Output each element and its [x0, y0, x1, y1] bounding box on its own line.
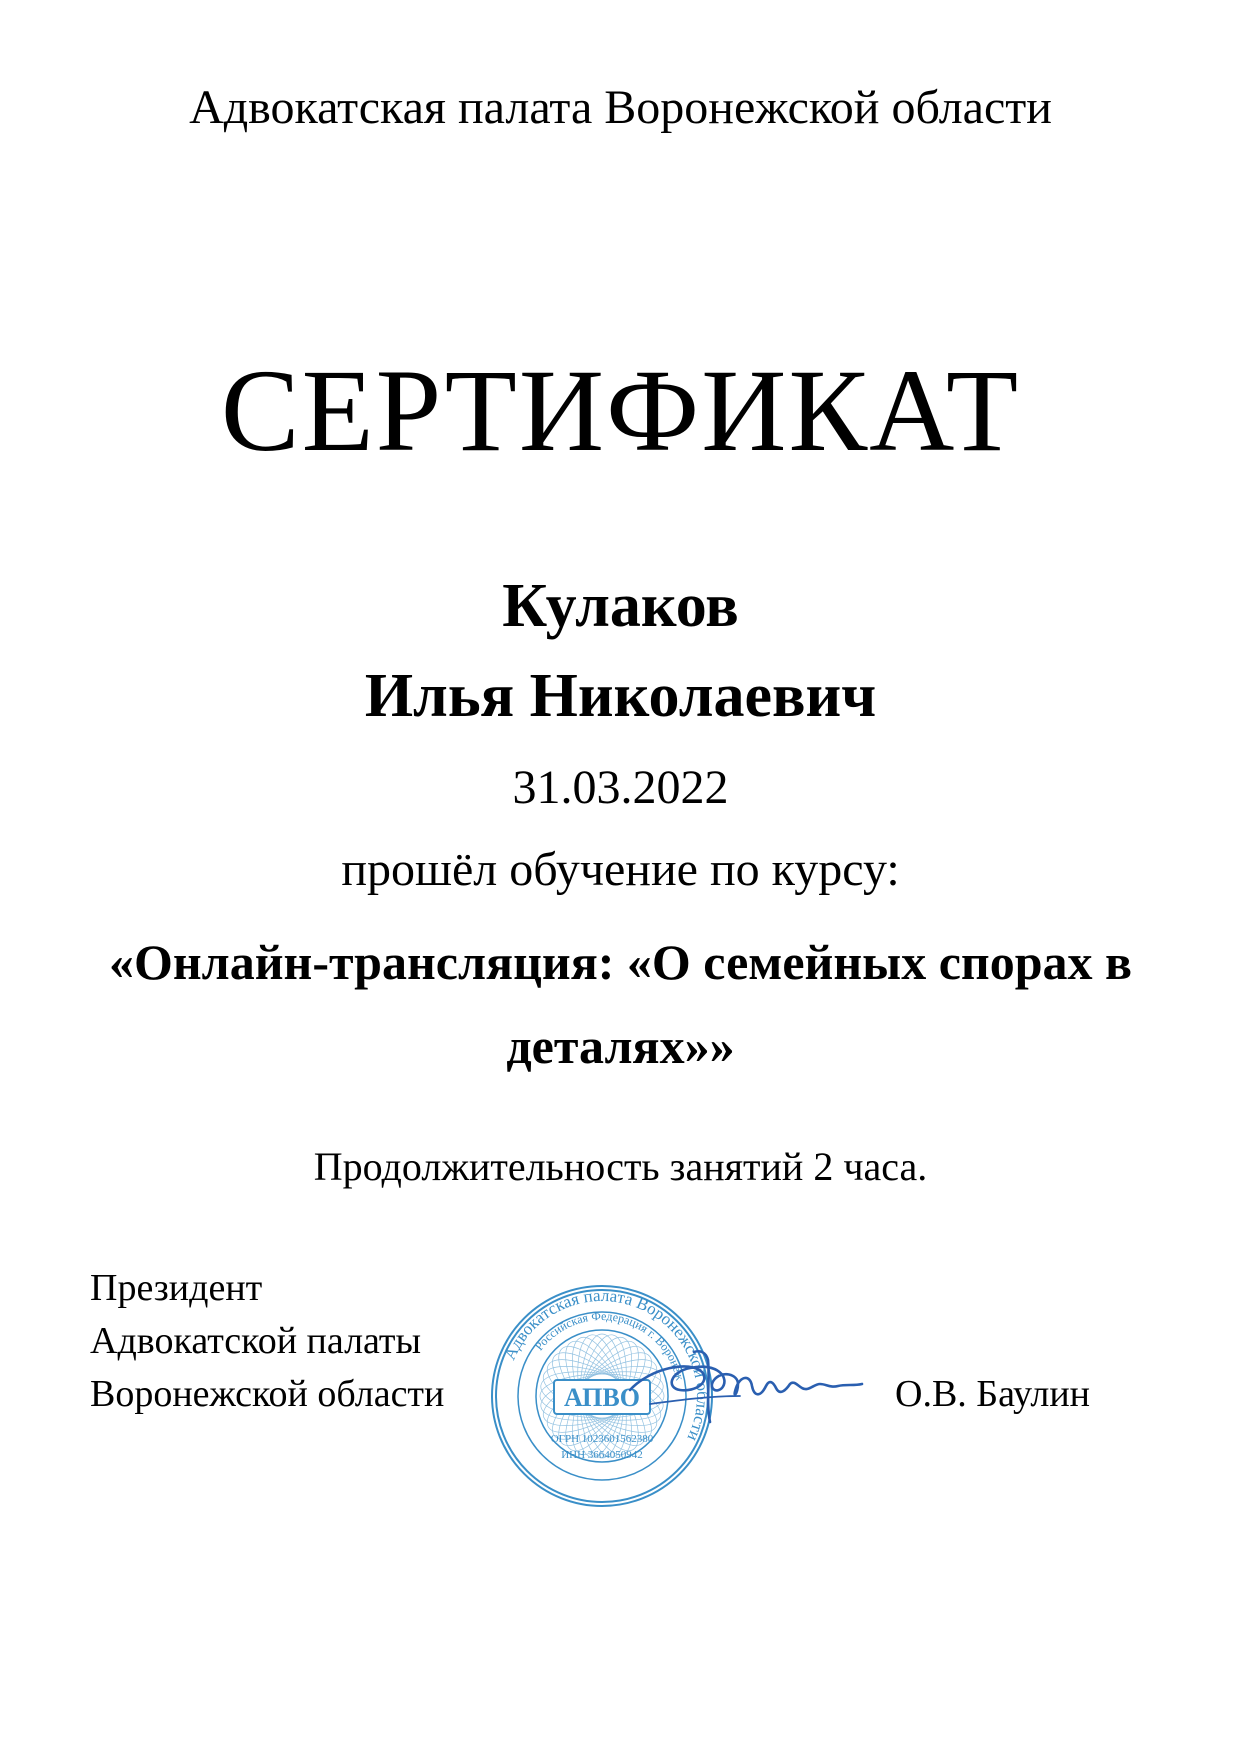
signature-stroke-underline	[650, 1396, 740, 1404]
completion-text: прошёл обучение по курсу:	[341, 843, 900, 896]
organization-name: Адвокатская палата Воронежской области	[189, 81, 1052, 134]
recipient-surname: Кулаков	[502, 572, 739, 640]
certificate-date: 31.03.2022	[512, 761, 729, 814]
seal-ogrn: ОГРН 1023601562380	[550, 1433, 654, 1445]
seal-inn: ИНН 3664050942	[561, 1449, 643, 1461]
recipient-given-names: Илья Николаевич	[364, 662, 877, 730]
course-title: «Онлайн-трансляция: «О семейных спорах в деталях»»	[108, 934, 1133, 1074]
signer-name: О.В. Баулин	[895, 1373, 1091, 1415]
signer-position-line: Президент	[90, 1267, 263, 1309]
certificate-title: СЕРТИФИКАТ	[220, 345, 1021, 476]
seal-center-text: АПВО	[564, 1383, 640, 1412]
signature-stroke-main	[630, 1366, 862, 1394]
seal-inner-text: Российская Федерация г. Воронеж	[531, 1308, 688, 1382]
course-duration: Продолжительность занятий 2 часа.	[313, 1144, 928, 1189]
signer-position-line: Воронежской области	[90, 1373, 445, 1415]
seal-outer-text: Адвокатская палата Воронежской области	[499, 1285, 713, 1445]
signer-position	[90, 1262, 444, 1421]
signer-position-line: Адвокатской палаты	[90, 1320, 422, 1362]
handwritten-signature	[610, 1330, 880, 1440]
